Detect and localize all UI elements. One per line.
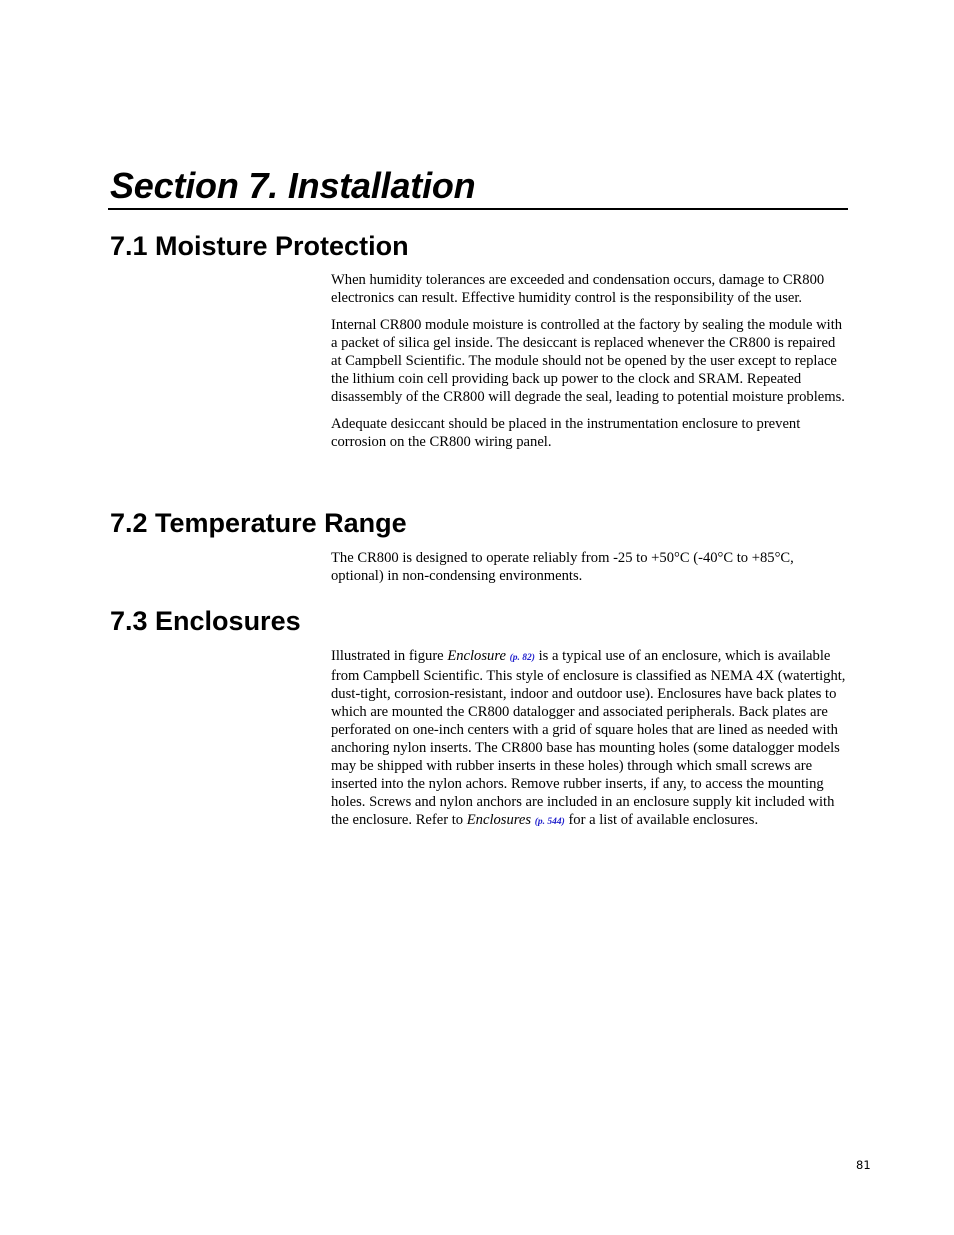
page-number: 81 xyxy=(856,1158,871,1172)
paragraph: When humidity tolerances are exceeded and condensation occurs, damage to CR800 electronics can result. Effective humidity control is the responsibility of the user. xyxy=(331,272,825,306)
paragraph xyxy=(331,647,847,831)
enclosures-body xyxy=(331,647,847,840)
text-run: for a list of available enclosures. xyxy=(564,812,759,828)
heading-moisture-protection: 7.1 Moisture Protection xyxy=(110,231,409,261)
paragraph: The CR800 is designed to operate reliably from -25 to +50°C (-40°C to +85°C, optional) in non-condensing environments. xyxy=(331,550,794,584)
figure-reference-enclosure: Enclosure xyxy=(447,648,506,664)
paragraph: Adequate desiccant should be placed in the instrumentation enclosure to prevent corrosion on the CR800 wiring panel. xyxy=(331,416,801,450)
page-link-544[interactable]: (p. 544) xyxy=(534,817,565,827)
paragraph: Internal CR800 module moisture is controlled at the factory by sealing the module with a packet of silica gel inside. The desiccant is replaced whenever the CR800 is repaired at Campbell Scientific. The module should not be opened by the user except to replace the lithium coin cell providing back up power to the clock and SRAM. Repeated disassembly of the CR800 will degrade the seal, leading to potential moisture problems. xyxy=(331,317,845,405)
heading-temperature-range: 7.2 Temperature Range xyxy=(110,508,407,538)
temperature-range-body xyxy=(331,549,847,594)
text-run: is a typical use of an enclosure, which is available from Campbell Scientific. This style of enclosure is classified as NEMA 4X (watertight, dust-tight, corrosion-resistant, indoor and outdoor use). Enclosures have back plates to which are mounted the CR800 datalogger and associated peripherals. Back plates are perforated on one-inch centers with a grid of square holes that are lined as needed with anchoring nylon inserts. The CR800 base has mounting holes (some datalogger models may be shipped with rubber inserts in these holes) through which small screws are inserted into the nylon achors. Remove rubber inserts, if any, to access the mounting holes. Screws and nylon anchors are included in an enclosure supply kit included with the enclosure. Refer to xyxy=(331,648,846,828)
section-reference-enclosures: Enclosures xyxy=(466,812,532,828)
moisture-protection-body xyxy=(331,271,847,460)
heading-enclosures: 7.3 Enclosures xyxy=(110,606,301,636)
text-run: Illustrated in figure xyxy=(331,648,448,664)
section-title: Section 7. Installation xyxy=(110,165,476,206)
title-divider xyxy=(108,208,848,210)
page-link-82[interactable]: (p. 82) xyxy=(509,653,535,663)
